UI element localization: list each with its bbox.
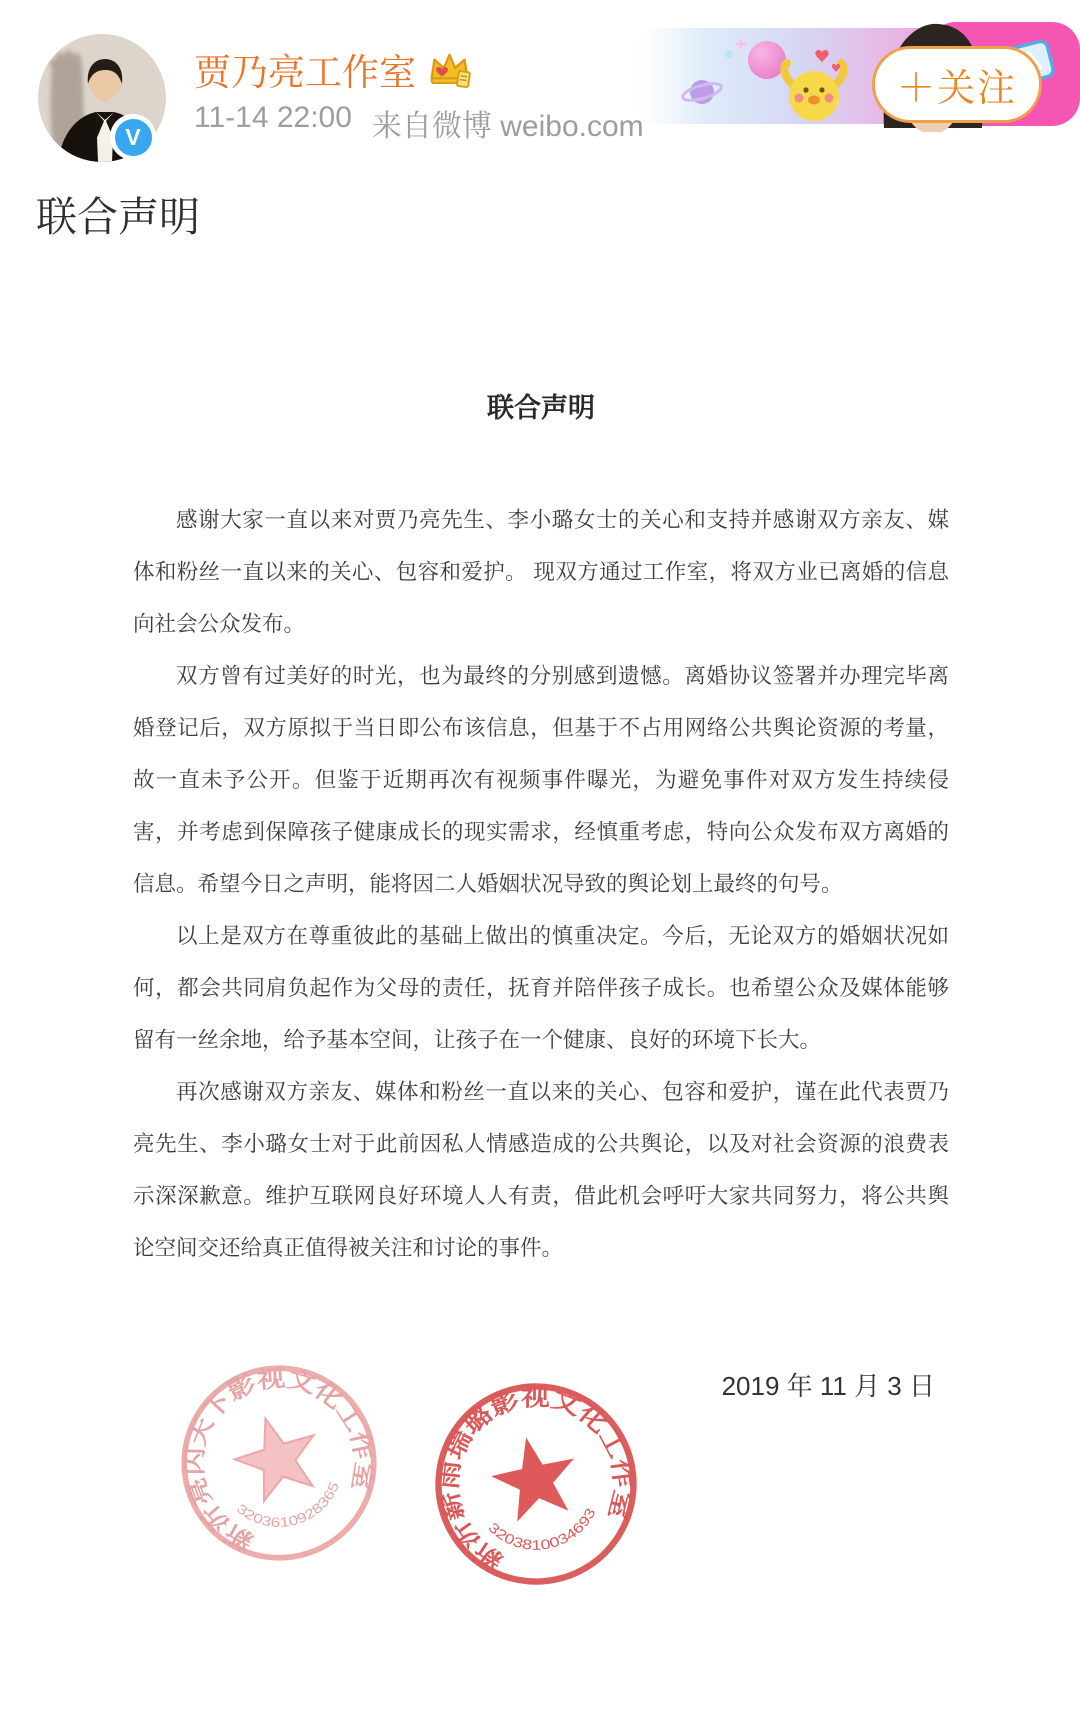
statement-line: 何，都会共同肩负起作为父母的责任，抚育并陪伴孩子成长。也希望公众及媒体能够 [133,976,949,1000]
statement-paragraphs [133,494,949,1274]
seal-left-number: 3203610928365 [233,1481,342,1531]
verified-v: V [115,119,152,156]
seal-left-arc-text: 新沂亮闪天下影视文化工作室 [182,1366,377,1555]
statement-date: 2019 年 11 月 3 日 [721,1371,935,1401]
post-text: 联合声明 [36,194,200,240]
statement-line: 再次感谢双方亲友、媒体和粉丝一直以来的关心、包容和爱护，谨在此代表贾乃 [176,1080,949,1104]
statement-line: 示深深歉意。维护互联网良好环境人人有责，借此机会呼吁大家共同努力，将公共舆 [133,1184,949,1208]
pink-ball-icon [748,41,786,79]
post-meta [194,101,644,145]
follow-button[interactable]: ＋关注 [872,46,1042,123]
statement-title: 联合声明 [487,393,595,423]
seal-right-number: 3203810034693 [485,1507,598,1553]
user-line [194,42,473,96]
verified-badge-icon [110,114,156,160]
star-icon [485,1429,584,1525]
statement-line: 向社会公众发布。 [133,612,306,636]
statement-line: 感谢大家一直以来对贾乃亮先生、李小璐女士的关心和支持并感谢双方亲友、媒 [176,508,949,532]
username[interactable]: 贾乃亮工作室 [194,52,416,93]
statement-line: 留有一丝余地，给予基本空间，让孩子在一个健康、良好的环境下长大。 [133,1028,822,1052]
statement-line: 故一直未予公开。但鉴于近期再次有视频事件曝光，为避免事件对双方发生持续侵 [133,768,949,792]
bubble-icon [725,50,733,58]
statement-image[interactable] [133,393,949,1401]
company-seal-left [150,1334,407,1591]
statement-line: 害，并考虑到保障孩子健康成长的现实需求，经慎重考虑，特向公众发布双方离婚的 [133,820,949,844]
vip-crown-icon[interactable] [426,48,473,90]
statement-line: 论空间交还给真正值得被关注和讨论的事件。 [133,1236,564,1260]
statement-line: 信息。希望今日之声明，能将因二人婚姻状况导致的舆论划上最终的句号。 [133,872,843,896]
seal-right-arc-text: 新沂薪雨瑞璐影视文化工作室 [435,1384,636,1575]
post-source: 来自微博 weibo.com [371,110,644,143]
statement-line: 体和粉丝一直以来的关心、包容和爱护。 现双方通过工作室，将双方业已离婚的信息 [133,560,949,584]
company-seal-right [410,1358,661,1609]
statement-line: 以上是双方在尊重彼此的基础上做出的慎重决定。今后，无论双方的婚姻状况如 [176,924,949,948]
statement-line: 亮先生、李小璐女士对于此前因私人情感造成的公共舆论，以及对社会资源的浪费表 [133,1132,949,1156]
post-timestamp: 11-14 22:00 [194,101,352,134]
statement-line: 婚登记后，双方原拟于当日即公布该信息，但基于不占用网络公共舆论资源的考量， [133,716,949,740]
statement-line: 双方曾有过美好的时光，也为最终的分别感到遗憾。离婚协议签署并办理完毕离 [176,664,949,688]
star-icon [226,1407,327,1506]
